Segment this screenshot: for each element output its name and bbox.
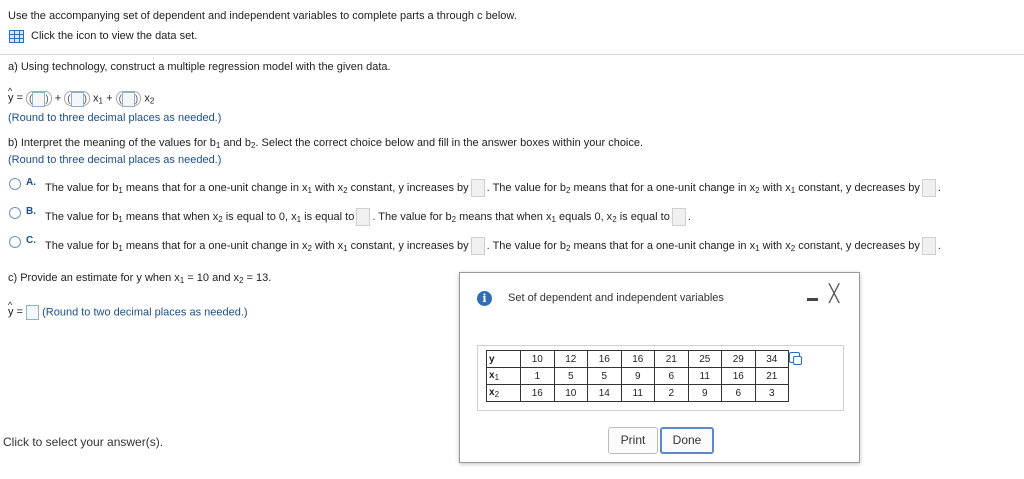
instruction-text: Use the accompanying set of dependent and independent variables to complete parts a through c below. (8, 10, 517, 22)
divider (0, 54, 1024, 55)
table-cell: 3 (755, 385, 789, 402)
table-cell: 14 (588, 385, 622, 402)
minimize-icon[interactable] (807, 298, 818, 301)
b1-answer-group: ( ) (64, 91, 90, 106)
b0-answer-box[interactable] (32, 92, 45, 107)
table-cell: 9 (688, 385, 722, 402)
table-cell: 16 (521, 385, 555, 402)
done-button[interactable]: Done (660, 427, 714, 454)
table-cell: 10 (554, 385, 588, 402)
part-a-prompt: a) Using technology, construct a multiple regression model with the given data. (8, 61, 391, 73)
estimate-equation (8, 305, 248, 320)
table-cell: 29 (722, 351, 756, 368)
b2-answer-box[interactable] (122, 92, 135, 107)
part-c-round-note: (Round to two decimal places as needed.) (42, 306, 248, 319)
data-table-icon[interactable] (9, 30, 24, 43)
copy-icon[interactable] (789, 352, 800, 363)
option-c-b1-box[interactable] (471, 237, 485, 255)
y-hat-symbol: ^ y = (8, 306, 23, 318)
option-c-text[interactable]: The value for $b_1$ means that for a one-unit change in $x_2$ with $x_1$ constant, y increases by . The value for $b_2$ means that for a one-unit change in $x_1$ with $x_2$ constant, y decreases by . (45, 237, 941, 255)
close-icon[interactable]: ╳ (829, 284, 840, 303)
data-set-dialog (459, 272, 860, 463)
option-a-b2-box[interactable] (922, 179, 936, 197)
option-c-radio[interactable] (9, 236, 21, 248)
option-b-text[interactable]: The value for $b_1$ means that when $x_2$ is equal to 0, $x_1$ is equal to . The value for $b_2$ means that when $x_1$ equals 0, $x_2$ is equal to . (45, 208, 691, 226)
table-row (487, 351, 789, 368)
info-icon: i (477, 291, 492, 306)
table-cell: 25 (688, 351, 722, 368)
y-hat-symbol: ^ y = (8, 92, 23, 104)
option-a-radio[interactable] (9, 178, 21, 190)
part-b-prompt: b) Interpret the meaning of the values for $b_1$ and $b_2$. Select the correct choice below and fill in the answer boxes within your choice. (8, 137, 644, 150)
b1-answer-box[interactable] (71, 92, 84, 107)
table-cell: 2 (655, 385, 689, 402)
table-cell: 16 (722, 368, 756, 385)
table-cell: 5 (588, 368, 622, 385)
option-b-letter: B. (26, 206, 36, 217)
table-cell: 10 (521, 351, 555, 368)
table-cell: 1 (521, 368, 555, 385)
dialog-title: Set of dependent and independent variables (508, 292, 724, 304)
table-cell: 34 (755, 351, 789, 368)
table-cell: 5 (554, 368, 588, 385)
table-cell: 16 (621, 351, 655, 368)
intercept-answer-group: ( ) (26, 91, 52, 106)
part-c-prompt: c) Provide an estimate for y when $x_1 = 10$ and $x_2 = 13$. (8, 272, 272, 285)
data-table-panel (477, 345, 844, 411)
data-table (486, 350, 789, 402)
table-cell: 21 (655, 351, 689, 368)
table-row (487, 385, 789, 402)
estimate-answer-box[interactable] (26, 305, 39, 320)
regression-equation: ^ y = ( ) + ( ) $x_1$ + ( ) $x_2$ (8, 91, 154, 106)
row-label: $x_1$ (487, 368, 521, 385)
table-cell: 11 (688, 368, 722, 385)
option-c-b2-box[interactable] (922, 237, 936, 255)
option-c-letter: C. (26, 235, 36, 246)
option-b-b1-box[interactable] (356, 208, 370, 226)
table-cell: 6 (722, 385, 756, 402)
table-cell: 6 (655, 368, 689, 385)
option-a-text[interactable]: The value for $b_1$ means that for a one-unit change in $x_1$ with $x_2$ constant, y increases by . The value for $b_2$ means that for a one-unit change in $x_2$ with $x_1$ constant, y decreases by . (45, 179, 941, 197)
table-cell: 21 (755, 368, 789, 385)
row-label: $x_2$ (487, 385, 521, 402)
row-label: y (487, 351, 521, 368)
table-cell: 11 (621, 385, 655, 402)
data-set-link[interactable]: Click the icon to view the data set. (31, 30, 198, 42)
table-cell: 16 (588, 351, 622, 368)
status-text: Click to select your answer(s). (3, 435, 164, 449)
table-cell: 12 (554, 351, 588, 368)
option-a-letter: A. (26, 177, 36, 188)
option-b-radio[interactable] (9, 207, 21, 219)
option-b-b2-box[interactable] (672, 208, 686, 226)
part-b-round-note: (Round to three decimal places as needed.) (8, 154, 222, 166)
option-a-b1-box[interactable] (471, 179, 485, 197)
table-row (487, 368, 789, 385)
b2-answer-group: ( ) (116, 91, 142, 106)
table-cell: 9 (621, 368, 655, 385)
print-button[interactable]: Print (608, 427, 658, 454)
part-a-round-note: (Round to three decimal places as needed.) (8, 112, 222, 124)
